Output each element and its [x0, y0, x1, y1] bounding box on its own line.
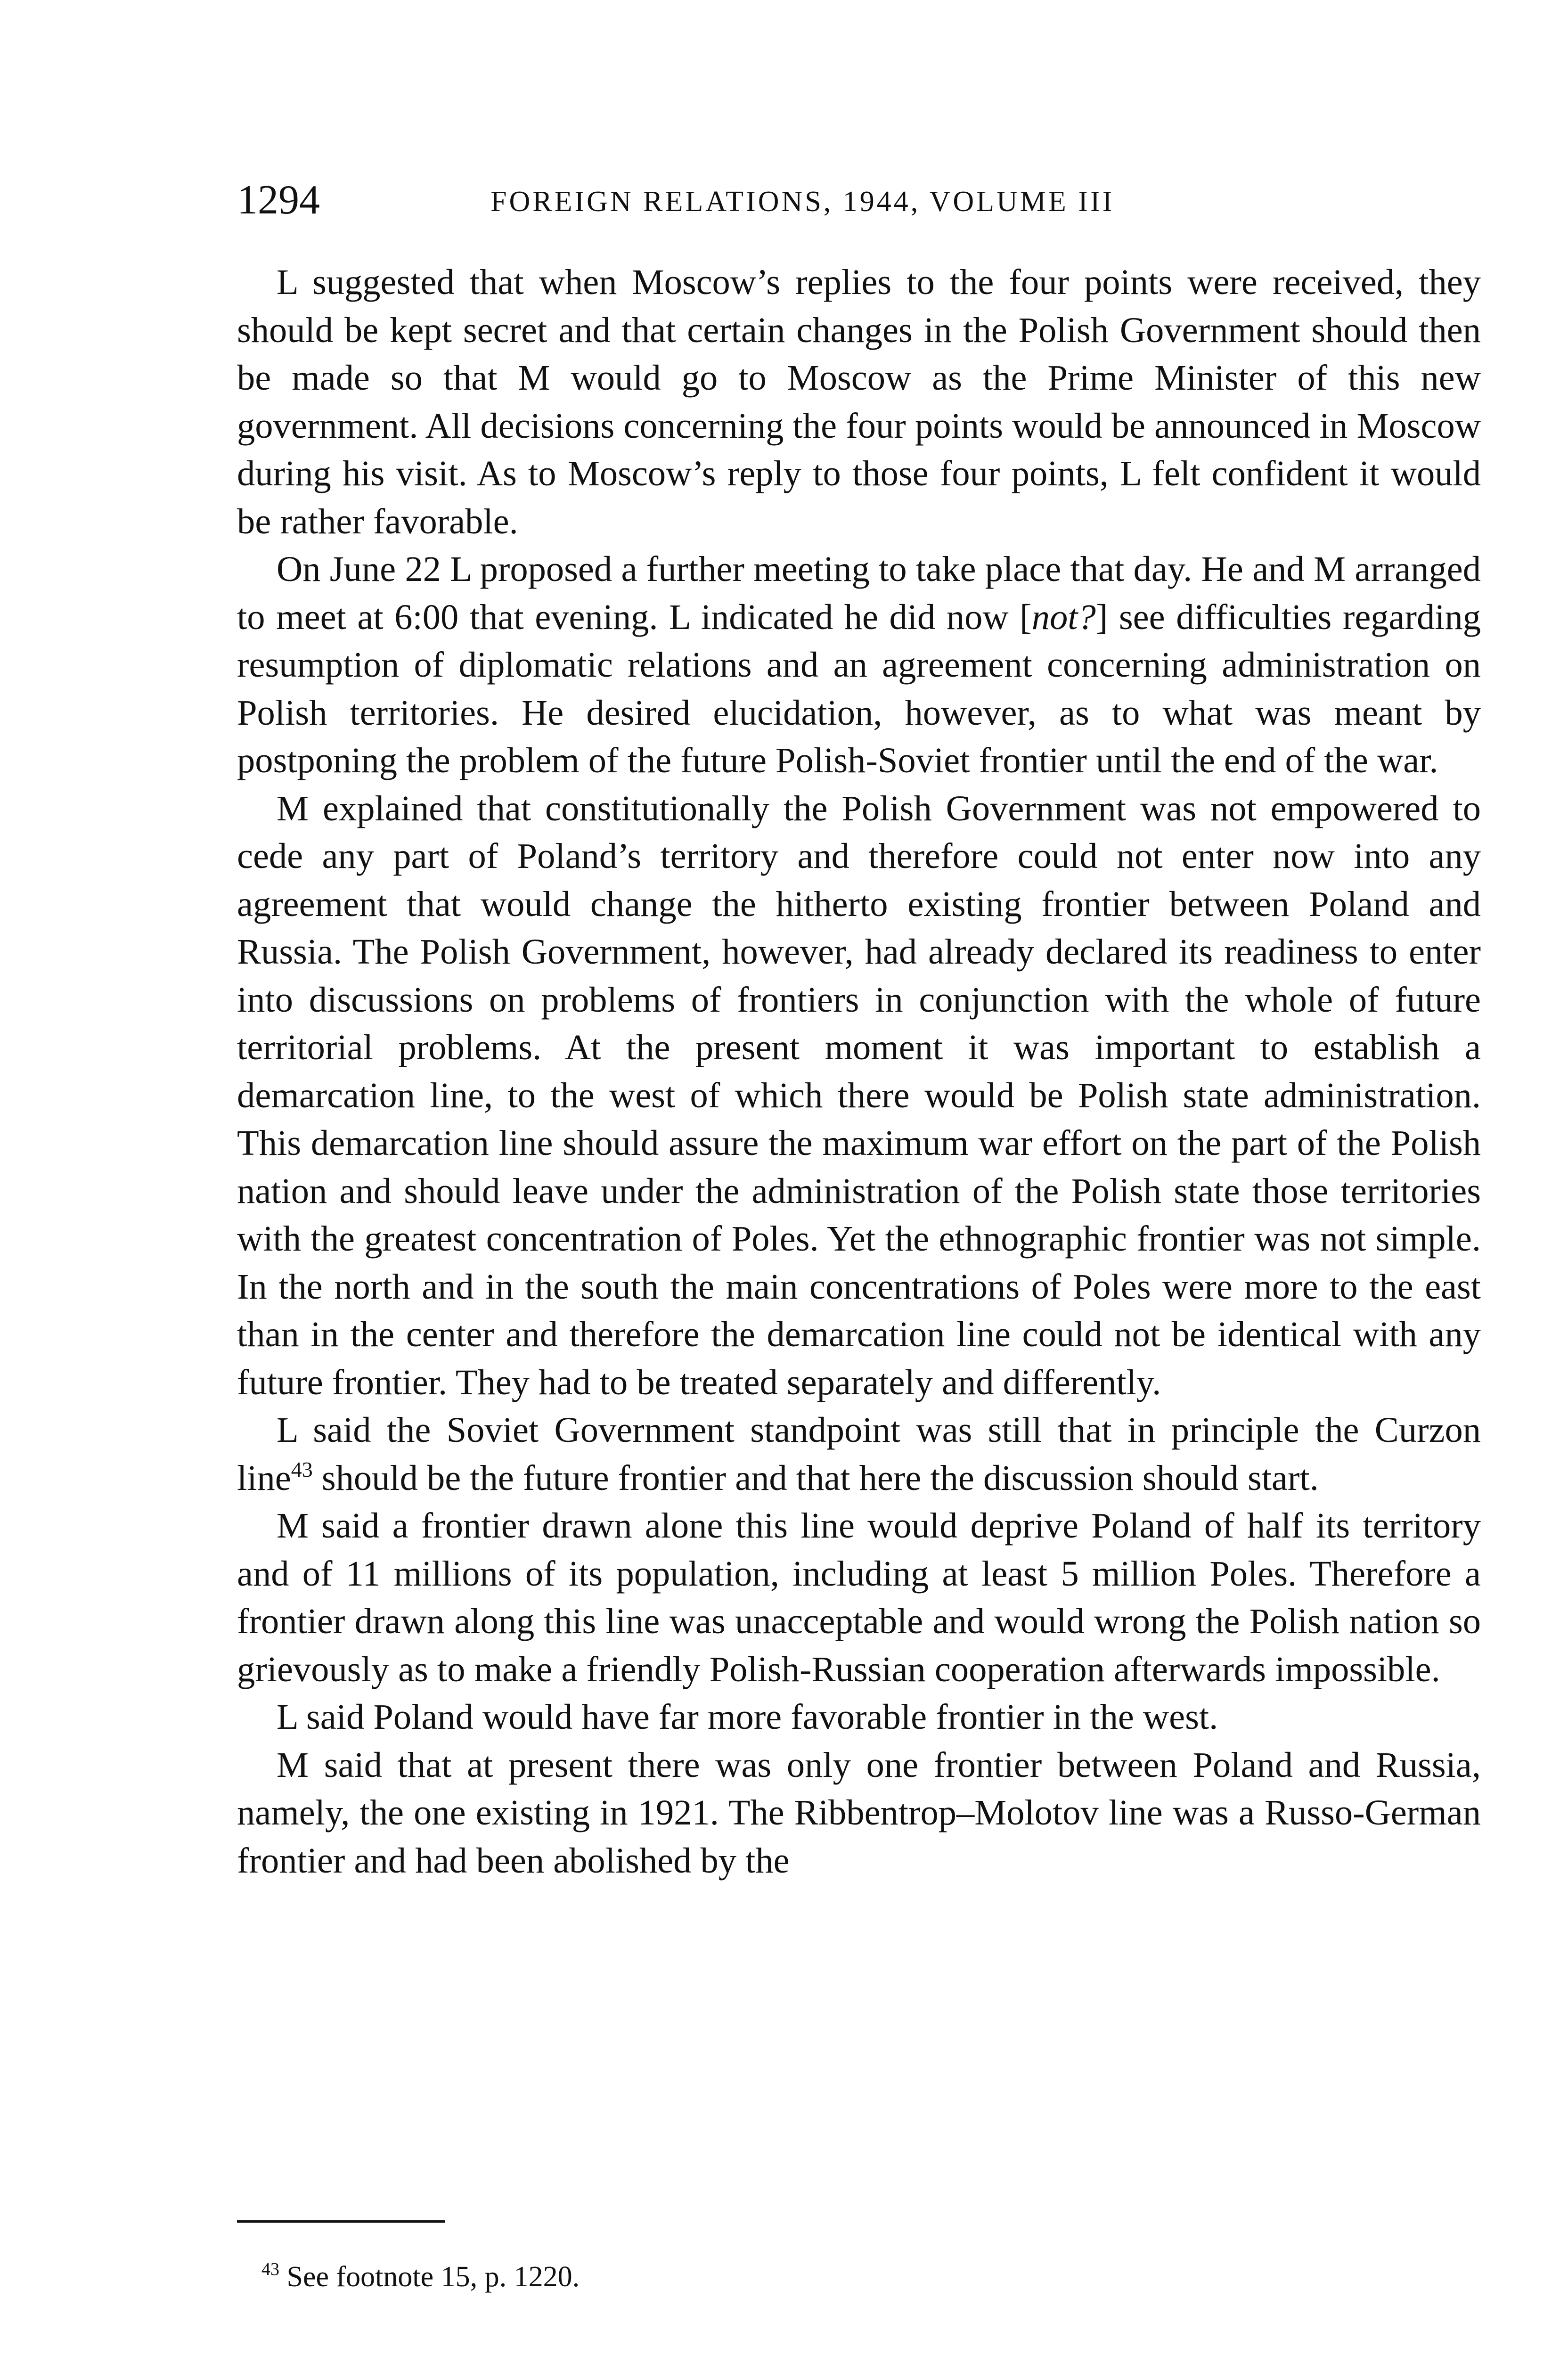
paragraph-4 — [237, 1406, 1481, 1502]
footnote-divider — [237, 2220, 445, 2223]
paragraph-4-text-end: should be the future frontier and that here the discussion should start. — [312, 1457, 1319, 1498]
paragraph-3: M explained that constitutionally the Polish Government was not empowered to cede any part of Poland’s territory and therefore could not enter now into any agreement that would change the hitherto existing frontier between Poland and Russia. The Polish Government, however, had already declared its readiness to enter into discussions on problems of frontiers in conjunction with the whole of future territorial problems. At the present moment it was important to establish a demarcation line, to the west of which there would be Polish state administration. This demarcation line should assure the maximum war effort on the part of the Polish nation and should leave under the administration of the Polish state those territories with the greatest concentration of Poles. Yet the ethnographic frontier was not simple. In the north and in the south the main concentrations of Poles were more to the east than in the center and therefore the demarcation line could not be identical with any future frontier. They had to be treated separately and differently. — [237, 788, 1481, 1402]
paragraph-2-text-end: ] see difficulties regarding resumption of diplomatic relations and an agreement concerning administration on Polish territories. He desired elucidation, however, as to what was meant by postponing the problem of the future Polish-Soviet frontier until the end of the war. — [237, 597, 1481, 780]
page-number: 1294 — [237, 177, 320, 223]
footnote — [261, 2258, 580, 2296]
paragraph-6: L said Poland would have far more favorable frontier in the west. — [277, 1697, 1218, 1737]
paragraph-1: L suggested that when Moscow’s replies to the four points were received, they should be kept secret and that certain changes in the Polish Government should then be made so that M would go to Moscow as the Prime Minister of this new government. All decisions concerning the four points would be announced in Moscow during his visit. As to Moscow’s reply to those four points, L felt confident it would be rather favorable. — [237, 262, 1481, 541]
footnote-text: See footnote 15, p. 1220. — [279, 2261, 580, 2293]
paragraph-4-text-start: L said the Soviet Government standpoint was still that in principle the Curzon line — [237, 1410, 1481, 1498]
body-text — [237, 258, 1481, 1884]
editorial-italic-insert: not? — [1031, 597, 1096, 637]
running-head — [237, 174, 1481, 226]
running-title: FOREIGN RELATIONS, 1944, VOLUME III — [490, 186, 1115, 218]
paragraph-2 — [237, 545, 1481, 785]
paragraph-7: M said that at present there was only one frontier between Poland and Russia, namely, the one existing in 1921. The Ribbentrop–Molotov line was a Russo-German frontier and had been abolished by the — [237, 1744, 1481, 1881]
paragraph-2-text-start: On June 22 L proposed a further meeting to take place that day. He and M arranged to meet at 6:00 that evening. L indicated he did now [ — [237, 549, 1481, 637]
footnote-reference[interactable]: 43 — [291, 1457, 313, 1481]
paragraph-5: M said a frontier drawn alone this line would deprive Poland of half its territory and of 11 millions of its population, including at least 5 million Poles. Therefore a frontier drawn along this line was unacceptable and would wrong the Polish nation so grievously as to make a friendly Polish-Russian cooperation afterwards impossible. — [237, 1505, 1481, 1689]
footnote-marker: 43 — [261, 2259, 279, 2279]
